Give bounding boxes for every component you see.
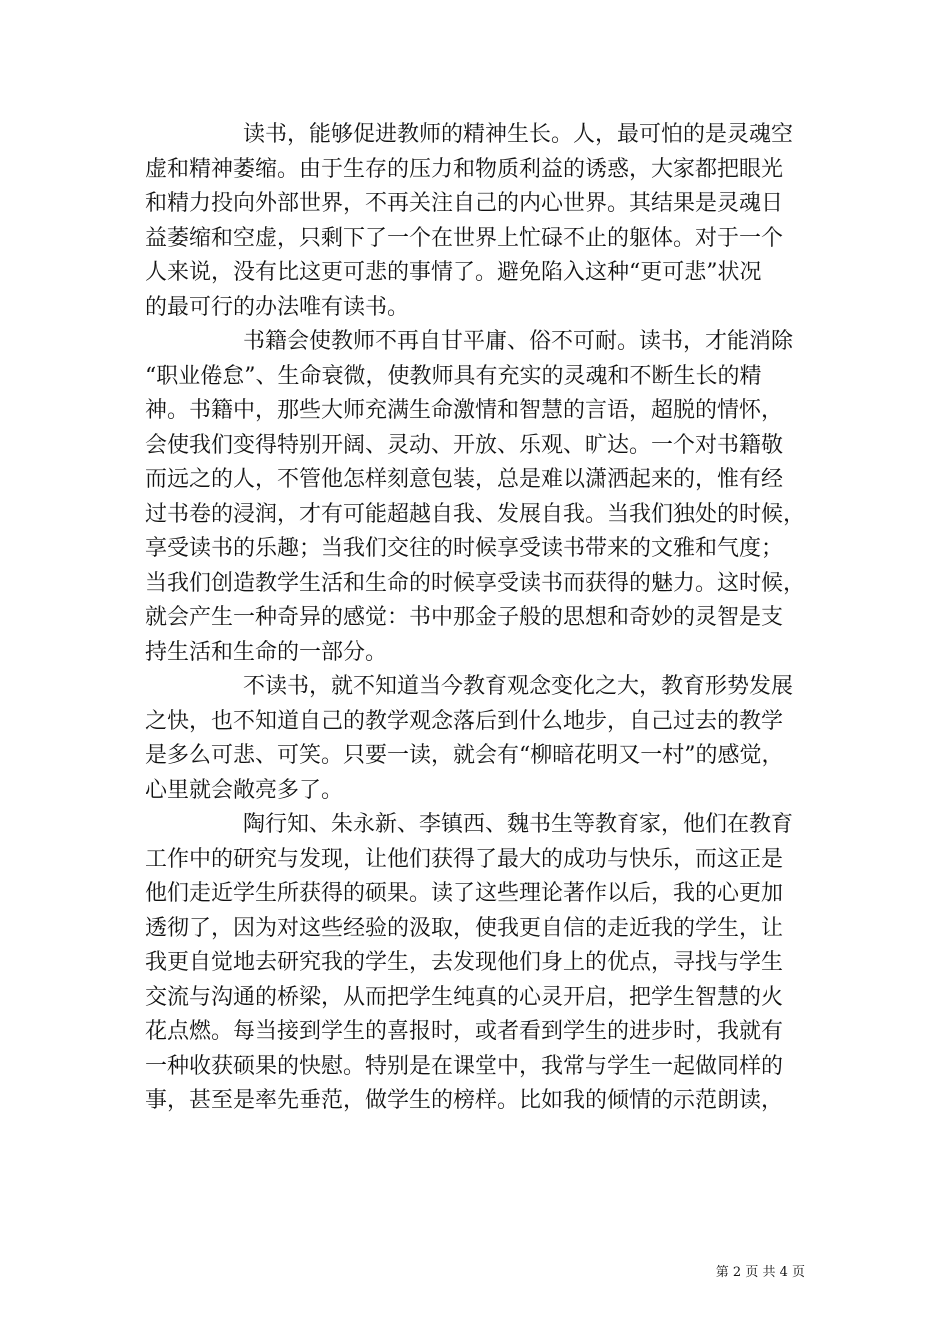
text-line: 不读书，就不知道当今教育观念变化之大，教育形势发展	[243, 674, 794, 699]
text-line: 益萎缩和空虚，只剩下了一个在世界上忙碌不止的躯体。对于一个	[145, 225, 784, 251]
text-line: 就会产生一种奇异的感觉：书中那金子般的思想和奇妙的灵智是支	[145, 605, 784, 630]
text-line: “职业倦怠”、生命衰微，使教师具有充实的灵魂和不断生长的精	[145, 363, 762, 389]
text-line: 陶行知、朱永新、李镇西、魏书生等教育家，他们在教育	[243, 812, 794, 837]
text-line: 享受读书的乐趣；当我们交往的时候享受读书带来的文雅和气度；	[145, 536, 784, 561]
text-line: 事，甚至是率先垂范，做学生的榜样。比如我的倾情的示范朗读，	[145, 1088, 784, 1113]
text-line: 交流与沟通的桥梁，从而把学生纯真的心灵开启，把学生智慧的火	[145, 984, 784, 1010]
text-line: 的最可行的办法唯有读书。	[145, 294, 410, 320]
text-line: 而远之的人，不管他怎样刻意包装，总是难以潇洒起来的，惟有经	[145, 467, 784, 492]
text-line: 工作中的研究与发现，让他们获得了最大的成功与快乐，而这正是	[145, 846, 784, 872]
text-line: 会使我们变得特别开阔、灵动、开放、乐观、旷达。一个对书籍敬	[145, 432, 784, 458]
text-line: 读书，能够促进教师的精神生长。人，最可怕的是灵魂空	[243, 122, 794, 147]
text-line: 当我们创造教学生活和生命的时候享受读书而获得的魅力。这时候，	[145, 570, 806, 596]
text-line: 心里就会敞亮多了。	[145, 777, 344, 803]
document-body	[145, 118, 825, 1119]
text-line: 人来说，没有比这更可悲的事情了。避免陷入这种“更可悲”状况	[145, 260, 762, 285]
text-line: 透彻了，因为对这些经验的汲取，使我更自信的走近我的学生，让	[145, 915, 784, 941]
text-line: 我更自觉地去研究我的学生，去发现他们身上的优点，寻找与学生	[145, 950, 784, 975]
paragraph	[145, 670, 825, 808]
page-number-footer: 第 2 页 共 4 页	[715, 1265, 805, 1280]
text-line: 他们走近学生所获得的硕果。读了这些理论著作以后，我的心更加	[145, 881, 784, 906]
text-line: 过书卷的浸润，才有可能超越自我、发展自我。当我们独处的时候，	[145, 501, 806, 527]
text-line: 一种收获硕果的快慰。特别是在课堂中，我常与学生一起做同样的	[145, 1053, 784, 1079]
paragraph	[145, 808, 825, 1119]
text-line: 持生活和生命的一部分。	[145, 639, 388, 665]
paragraph	[145, 325, 825, 670]
text-line: 书籍会使教师不再自甘平庸、俗不可耐。读书，才能消除	[243, 329, 794, 354]
text-line: 之快，也不知道自己的教学观念落后到什么地步，自己过去的教学	[145, 708, 784, 734]
text-line: 虚和精神萎缩。由于生存的压力和物质利益的诱惑，大家都把眼光	[145, 156, 784, 182]
paragraph	[145, 118, 825, 325]
text-line: 和精力投向外部世界，不再关注自己的内心世界。其结果是灵魂日	[145, 191, 784, 216]
text-line: 是多么可悲、可笑。只要一读，就会有“柳暗花明又一村”的感觉，	[145, 743, 784, 768]
text-line: 花点燃。每当接到学生的喜报时，或者看到学生的进步时，我就有	[145, 1019, 784, 1044]
text-line: 神。书籍中，那些大师充满生命激情和智慧的言语，超脱的情怀，	[145, 398, 784, 423]
